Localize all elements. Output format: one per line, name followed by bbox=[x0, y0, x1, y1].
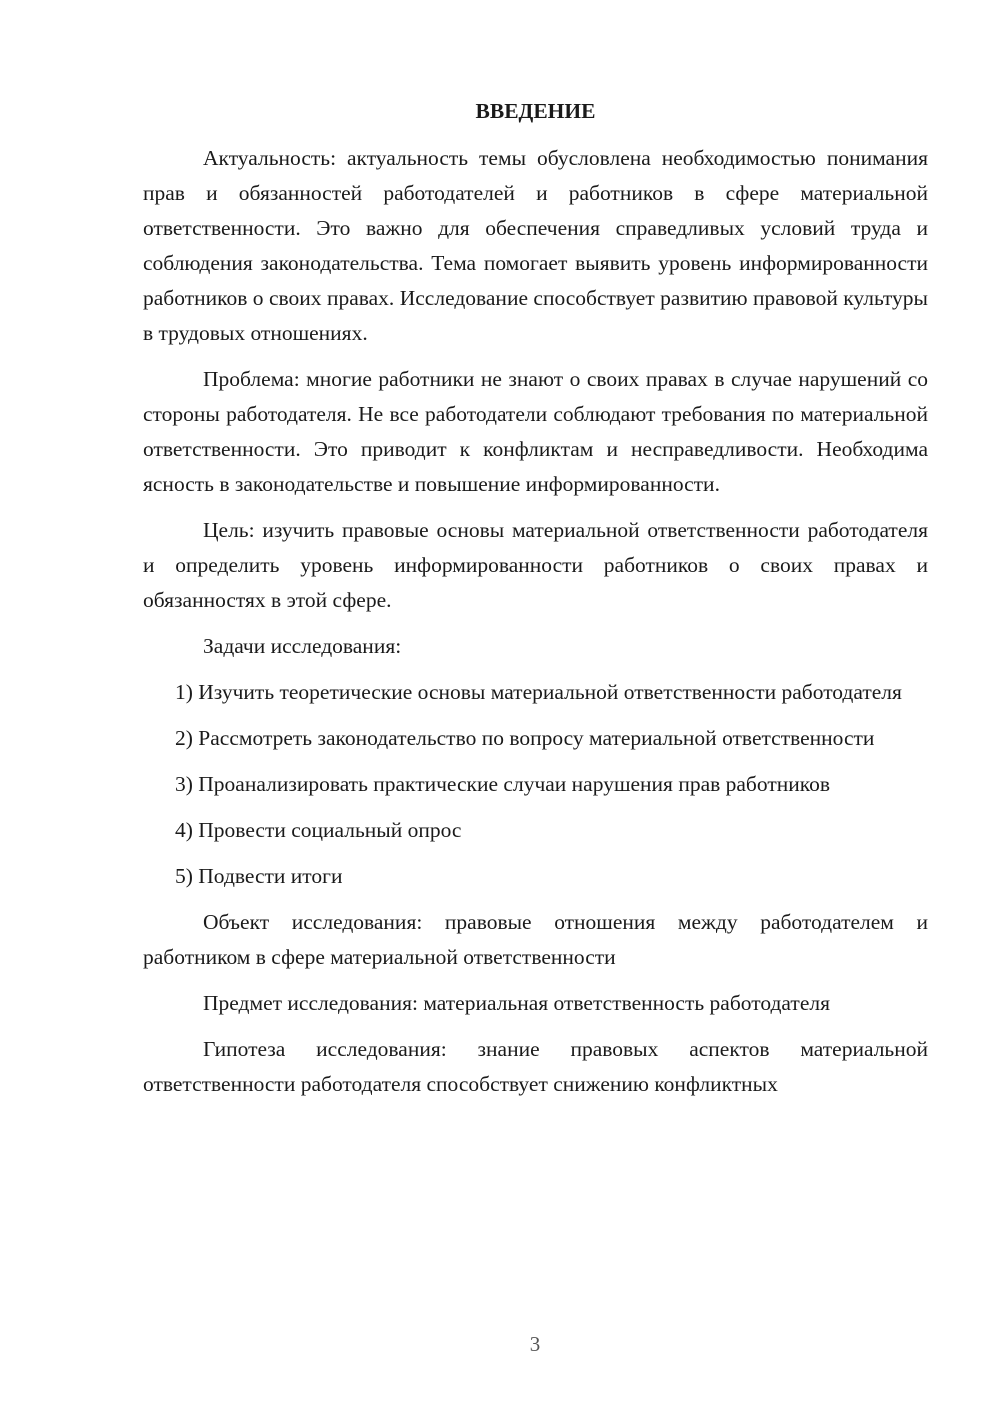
paragraph-hypothesis: Гипотеза исследования: знание правовых аспектов материальной ответственности работодателя способствует снижению конфликтных bbox=[143, 1037, 928, 1096]
page-number: 3 bbox=[529, 1332, 541, 1356]
task-item-4: 4) Провести социальный опрос bbox=[175, 818, 462, 842]
paragraph-relevance: Актуальность: актуальность темы обусловлена необходимостью понимания прав и обязанностей работодателей и работников в сфере материальной ответственности. Это важно для обеспечения справедливых условий труда и соблюдения законодательства. Тема помогает выявить уровень информированности работников о своих правах. Исследование способствует развитию правовой культуры в трудовых отношениях. bbox=[143, 146, 928, 345]
paragraph-goal: Цель: изучить правовые основы материальной ответственности работодателя и определить уровень информированности работников о своих правах и обязанностях в этой сфере. bbox=[143, 518, 928, 612]
section-title: ВВЕДЕНИЕ bbox=[475, 99, 596, 123]
tasks-heading: Задачи исследования: bbox=[203, 634, 402, 658]
paragraph-subject: Предмет исследования: материальная ответственность работодателя bbox=[203, 991, 830, 1015]
task-item-2: 2) Рассмотреть законодательство по вопросу материальной ответственности bbox=[175, 726, 875, 750]
task-item-5: 5) Подвести итоги bbox=[175, 864, 343, 888]
page-content bbox=[143, 94, 928, 1113]
task-item-3: 3) Проанализировать практические случаи нарушения прав работников bbox=[175, 772, 831, 796]
task-item-1: 1) Изучить теоретические основы материальной ответственности работодателя bbox=[175, 680, 902, 704]
paragraph-object: Объект исследования: правовые отношения между работодателем и работником в сфере материальной ответственности bbox=[143, 910, 928, 969]
paragraph-problem: Проблема: многие работники не знают о своих правах в случае нарушений со стороны работодателя. Не все работодатели соблюдают требования по материальной ответственности. Это приводит к конфликтам и несправедливости. Необходима ясность в законодательстве и повышение информированности. bbox=[143, 367, 928, 496]
